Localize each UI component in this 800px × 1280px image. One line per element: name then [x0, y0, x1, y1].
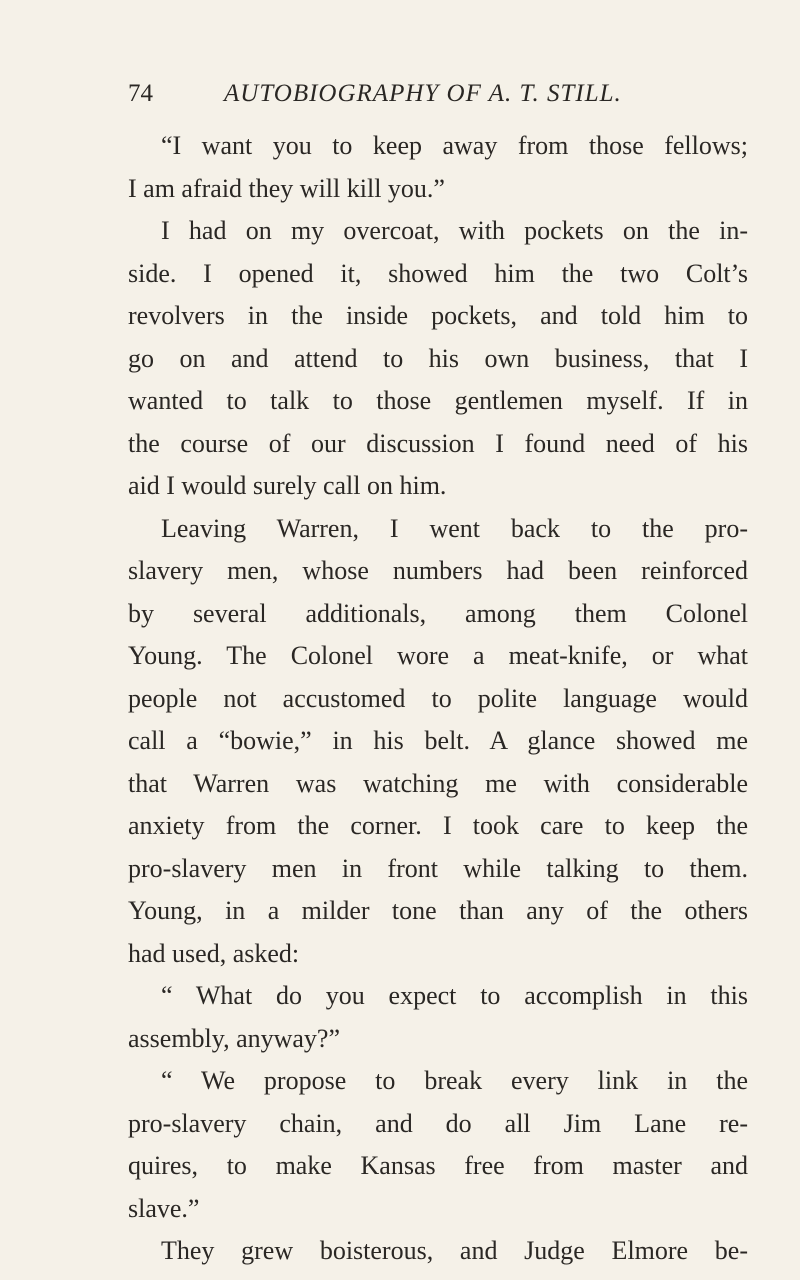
text-line: assembly, anyway?” — [128, 1023, 341, 1053]
text-line: “ What do you expect to accomplish in this — [161, 981, 748, 1010]
text-line: Leaving Warren, I went back to the pro- — [161, 513, 748, 543]
text-line: by several additionals, among them Colonel — [128, 598, 748, 628]
text-line: They grew boisterous, and Judge Elmore be- — [161, 1236, 748, 1265]
text-line: Young, in a milder tone than any of the others — [128, 896, 748, 925]
text-line: Young. The Colonel wore a meat-knife, or what — [128, 641, 748, 670]
text-line: pro-slavery chain, and do all Jim Lane re- — [128, 1108, 748, 1138]
page-number: 74 — [128, 80, 153, 107]
text-line: I am afraid they will kill you.” — [128, 173, 445, 203]
text-line: people not accustomed to polite language would — [128, 683, 748, 713]
text-line: anxiety from the corner. I took care to keep the — [128, 811, 748, 840]
text-line: had used, asked: — [128, 938, 300, 968]
text-line: go on and attend to his own business, that I — [128, 343, 748, 373]
text-line: “I want you to keep away from those fellows; — [161, 131, 748, 160]
text-line: slavery men, whose numbers had been reinforced — [128, 556, 748, 585]
body-text — [128, 125, 748, 1273]
text-line: “ We propose to break every link in the — [161, 1066, 748, 1095]
page-header — [128, 80, 748, 116]
text-line: pro-slavery men in front while talking to them. — [128, 853, 748, 883]
text-line: side. I opened it, showed him the two Colt’s — [128, 258, 748, 288]
text-line: call a “bowie,” in his belt. A glance showed me — [128, 726, 748, 755]
text-line: wanted to talk to those gentlemen myself. If in — [128, 386, 748, 415]
text-line: I had on my overcoat, with pockets on the in- — [161, 216, 748, 245]
text-line: revolvers in the inside pockets, and told him to — [128, 301, 748, 330]
text-line: that Warren was watching me with considerable — [128, 768, 748, 798]
text-line: aid I would surely call on him. — [128, 471, 447, 500]
text-line: quires, to make Kansas free from master and — [128, 1151, 748, 1180]
text-line: slave.” — [128, 1193, 200, 1223]
text-line: the course of our discussion I found need of his — [128, 428, 748, 458]
running-head: AUTOBIOGRAPHY OF A. T. STILL. — [224, 80, 622, 107]
